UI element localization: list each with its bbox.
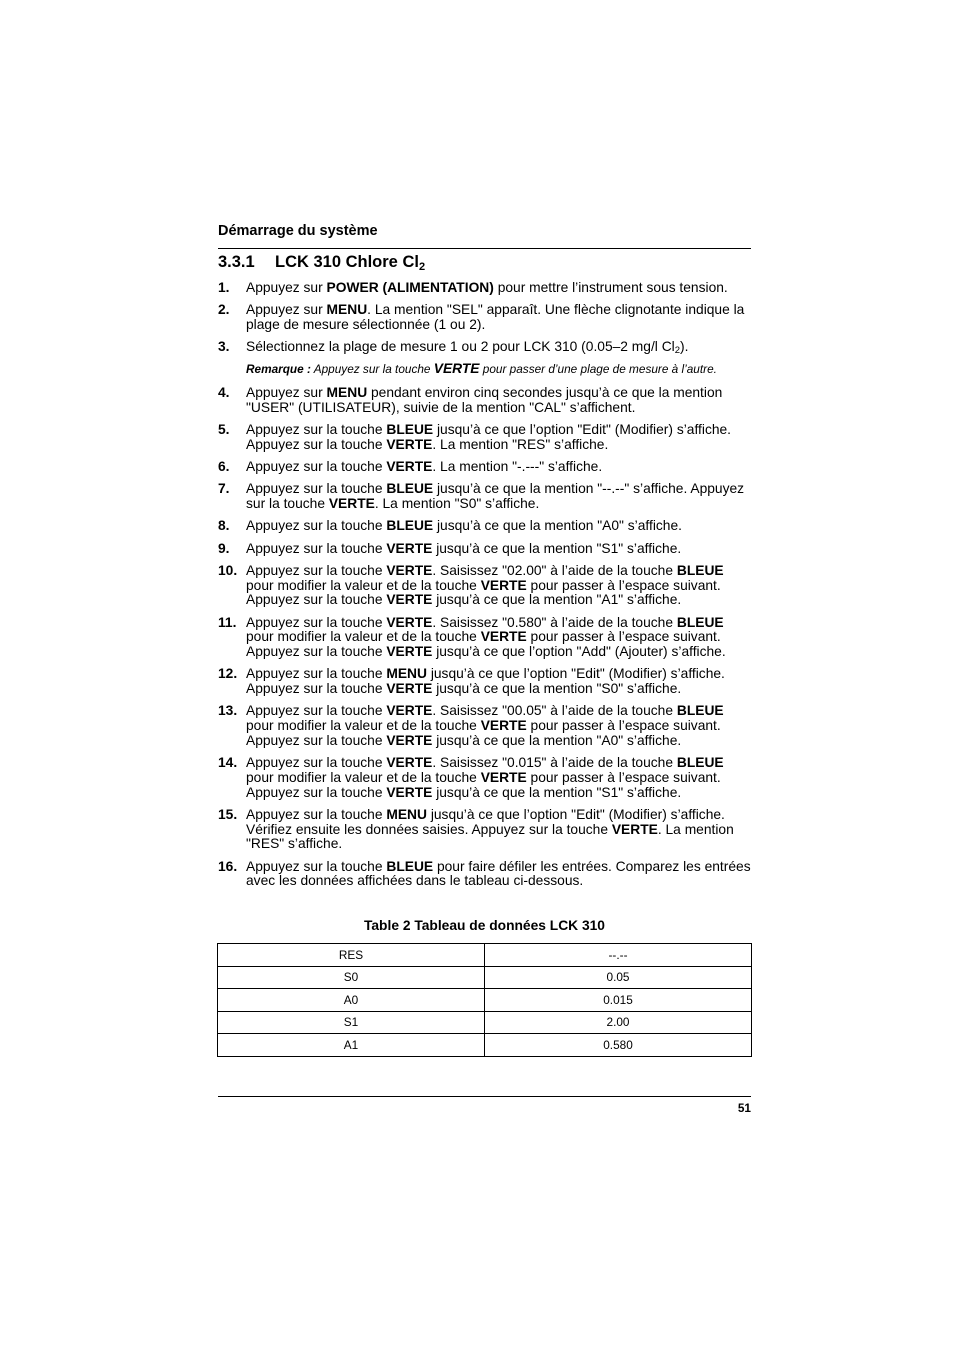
step-text <box>246 704 754 748</box>
step-text <box>246 808 754 852</box>
step-text-run: Appuyez sur la touche <box>246 481 387 497</box>
step-text-run: Appuyez sur la touche <box>246 518 387 534</box>
step-text-run: pour faire défiler les entrées. Comparez les entrées avec les données affichées dans le tableau ci-dessous. <box>246 858 751 889</box>
key-label: BLEUE <box>386 858 434 874</box>
section-title-subscript: 2 <box>418 261 426 273</box>
procedure-step <box>218 542 754 557</box>
step-text-run: ). <box>680 339 689 355</box>
footer-rule <box>218 1096 751 1097</box>
procedure-step <box>218 281 754 296</box>
key-label: VERTE <box>480 769 527 785</box>
step-text-run: pour passer à l’espace suivant. Appuyez sur la touche <box>246 629 721 660</box>
step-number: 11. <box>218 614 237 630</box>
key-label: VERTE <box>386 681 433 697</box>
key-label: VERTE <box>386 592 433 608</box>
key-label: VERTE <box>386 614 433 630</box>
step-text-run: Appuyez sur la touche <box>246 614 387 630</box>
table-row <box>218 1011 752 1034</box>
procedure-step <box>218 460 754 475</box>
key-label: VERTE <box>386 459 433 475</box>
step-number: 4. <box>218 385 230 401</box>
step-text <box>246 860 754 889</box>
step-number: 16. <box>218 858 238 874</box>
step-text-run: Appuyez sur <box>246 302 327 318</box>
step-text-run: . Saisissez "02.00" à l’aide de la touche <box>432 562 677 578</box>
procedure-step <box>218 808 754 852</box>
key-label: MENU <box>326 302 368 318</box>
key-label: BLEUE <box>676 703 724 719</box>
key-label: VERTE <box>386 784 433 800</box>
key-label: VERTE <box>386 644 433 660</box>
key-label: MENU <box>386 806 427 822</box>
step-text-run: jusqu’à ce que l’option "Edit" (Modifier) s’affiche. Vérifiez ensuite les données saisies. Appuyez sur la touche <box>246 806 725 837</box>
key-label: VERTE <box>480 577 527 593</box>
step-text-run: . La mention "SEL" apparaît. Une flèche clignotante indique la plage de mesure sélectionnée (1 ou 2). <box>246 302 745 332</box>
key-label: BLEUE <box>386 481 434 497</box>
procedure-step <box>218 386 754 415</box>
step-text <box>246 482 754 511</box>
step-note <box>246 362 736 377</box>
step-text-run: pour modifier la valeur et de la touche <box>246 718 481 734</box>
procedure-step <box>218 667 754 696</box>
step-text-run: . La mention "RES" s’affiche. <box>432 436 609 452</box>
step-text-run: pour modifier la valeur et de la touche <box>246 629 481 645</box>
step-text-run: pour modifier la valeur et de la touche <box>246 577 481 593</box>
section-number: 3.3.1 <box>218 253 255 271</box>
step-text-run: Appuyez sur la touche <box>246 422 387 438</box>
step-text-run: . La mention "S0" s’affiche. <box>374 496 540 512</box>
step-text-run: Appuyez sur la touche <box>246 755 387 771</box>
step-number: 3. <box>218 339 230 355</box>
section-title-text: LCK 310 Chlore Cl <box>275 253 419 271</box>
procedure-step <box>218 616 754 660</box>
note-key: VERTE <box>433 360 480 376</box>
procedure-step <box>218 704 754 748</box>
procedure-step <box>218 340 754 355</box>
step-text-run: Appuyez sur la touche <box>246 666 387 682</box>
step-text-run: . Saisissez "0.580" à l’aide de la touche <box>432 614 677 630</box>
step-text-run: pour passer à l’espace suivant. Appuyez sur la touche <box>246 769 721 800</box>
key-label: VERTE <box>480 718 527 734</box>
step-text-run: Appuyez sur la touche <box>246 806 387 822</box>
table-row <box>218 944 752 967</box>
table-cell-label: RES <box>218 944 485 967</box>
step-number: 5. <box>218 422 230 438</box>
step-text-run: Appuyez sur la touche <box>246 459 387 475</box>
step-text-run: Appuyez sur la touche <box>246 540 387 556</box>
step-text-run: Appuyez sur la touche <box>246 562 387 578</box>
step-text-run: 2 <box>674 345 681 357</box>
key-label: VERTE <box>386 732 433 748</box>
key-label: BLEUE <box>676 562 724 578</box>
step-text <box>246 616 754 660</box>
step-text <box>246 423 754 452</box>
step-text-run: jusqu’à ce que l’option "Add" (Ajouter) s’affiche. <box>432 644 726 660</box>
table-cell-value: 0.015 <box>485 989 752 1012</box>
step-number: 1. <box>218 280 230 295</box>
step-text <box>246 542 754 557</box>
step-text-run: jusqu’à ce que la mention "A0" s’affiche. <box>432 732 682 748</box>
step-text-run: Appuyez sur la touche <box>246 858 387 874</box>
step-text-run: jusqu’à ce que la mention "--.--" s’affiche. Appuyez sur la touche <box>246 481 745 512</box>
step-text-run: jusqu’à ce que la mention "S1" s’affiche. <box>432 784 682 800</box>
step-number: 13. <box>218 703 238 719</box>
step-number: 15. <box>218 806 238 822</box>
step-text-run: jusqu’à ce que la mention "S1" s’affiche. <box>432 540 682 556</box>
step-number: 10. <box>218 562 238 578</box>
step-number: 2. <box>218 302 230 318</box>
table-cell-label: S1 <box>218 1011 485 1034</box>
step-text-run: pour passer à l’espace suivant. Appuyez sur la touche <box>246 577 721 608</box>
step-number: 9. <box>218 540 230 556</box>
step-text-run: Appuyez sur <box>246 385 327 401</box>
procedure-step <box>218 860 754 889</box>
key-label: VERTE <box>386 562 433 578</box>
table-cell-label: A0 <box>218 989 485 1012</box>
table-caption: Table 2 Tableau de données LCK 310 <box>363 918 605 933</box>
key-label: BLEUE <box>386 422 434 438</box>
step-text <box>246 460 754 475</box>
step-text <box>246 340 754 355</box>
step-text-run: Appuyez sur <box>246 280 327 295</box>
step-text-run: . Saisissez "00.05" à l’aide de la touche <box>432 703 677 719</box>
key-label: VERTE <box>386 436 433 452</box>
procedure-step <box>218 482 754 511</box>
key-label: VERTE <box>328 496 375 512</box>
step-text-run: jusqu’à ce que la mention "A1" s’affiche. <box>432 592 682 608</box>
table-row <box>218 989 752 1012</box>
step-number: 8. <box>218 518 230 534</box>
step-text <box>246 564 754 608</box>
procedure-steps <box>218 281 754 897</box>
step-number: 6. <box>218 459 230 475</box>
key-label: VERTE <box>611 821 658 837</box>
table-row <box>218 966 752 989</box>
step-text-run: . La mention "-.---" s’affiche. <box>432 459 603 475</box>
note-text: Appuyez sur la touche <box>310 361 434 376</box>
step-text-run: Sélectionnez la plage de mesure 1 ou 2 pour LCK 310 (0.05–2 mg/l Cl <box>246 339 675 355</box>
step-text-run: jusqu’à ce que la mention "S0" s’affiche. <box>432 681 682 697</box>
page-number: 51 <box>737 1101 751 1115</box>
procedure-step <box>218 303 754 332</box>
step-text-run: pour modifier la valeur et de la touche <box>246 769 481 785</box>
key-label: VERTE <box>386 540 433 556</box>
key-label: VERTE <box>386 755 433 771</box>
key-label: POWER (ALIMENTATION) <box>326 280 494 295</box>
table-cell-value: 2.00 <box>485 1011 752 1034</box>
step-text-run: Appuyez sur la touche <box>246 703 387 719</box>
table-cell-label: S0 <box>218 966 485 989</box>
key-label: VERTE <box>480 629 527 645</box>
step-text-run: . La mention "RES" s’affiche. <box>246 821 734 852</box>
step-text-run: . Saisissez "0.015" à l’aide de la touche <box>432 755 677 771</box>
procedure-step <box>218 756 754 800</box>
header-rule <box>218 248 751 249</box>
step-text <box>246 281 754 296</box>
table-cell-value: --.-- <box>485 944 752 967</box>
table-cell-value: 0.580 <box>485 1034 752 1057</box>
step-text-run: pour mettre l’instrument sous tension. <box>493 280 728 295</box>
procedure-step <box>218 564 754 608</box>
table-cell-label: A1 <box>218 1034 485 1057</box>
procedure-step <box>218 519 754 534</box>
note-label: Remarque : <box>246 361 311 376</box>
procedure-step <box>218 423 754 452</box>
data-table <box>217 943 752 1057</box>
step-text <box>246 667 754 696</box>
key-label: MENU <box>326 385 368 401</box>
step-text <box>246 756 754 800</box>
section-title <box>218 253 425 273</box>
running-head: Démarrage du système <box>218 223 378 239</box>
key-label: VERTE <box>386 703 433 719</box>
step-text <box>246 303 754 332</box>
step-text-run: pendant environ cinq secondes jusqu’à ce que la mention "USER" (UTILISATEUR), suivie de la mention "CAL" s’affichent. <box>246 385 723 415</box>
step-text <box>246 519 754 534</box>
step-text <box>246 386 754 415</box>
step-text-run: jusqu’à ce que l’option "Edit" (Modifier) s’affiche. Appuyez sur la touche <box>246 422 732 452</box>
key-label: MENU <box>386 666 427 682</box>
table-cell-value: 0.05 <box>485 966 752 989</box>
step-text-run: jusqu’à ce que la mention "A0" s’affiche. <box>433 518 682 534</box>
key-label: BLEUE <box>386 518 434 534</box>
step-number: 7. <box>218 481 230 497</box>
key-label: BLEUE <box>676 755 724 771</box>
step-text-run: jusqu’à ce que l’option "Edit" (Modifier) s’affiche. Appuyez sur la touche <box>246 666 725 697</box>
step-number: 14. <box>218 755 238 771</box>
step-number: 12. <box>218 666 238 682</box>
table-row <box>218 1034 752 1057</box>
key-label: BLEUE <box>676 614 724 630</box>
step-text-run: pour passer à l’espace suivant. Appuyez sur la touche <box>246 718 721 748</box>
note-text: pour passer d’une plage de mesure à l’autre. <box>479 361 717 376</box>
